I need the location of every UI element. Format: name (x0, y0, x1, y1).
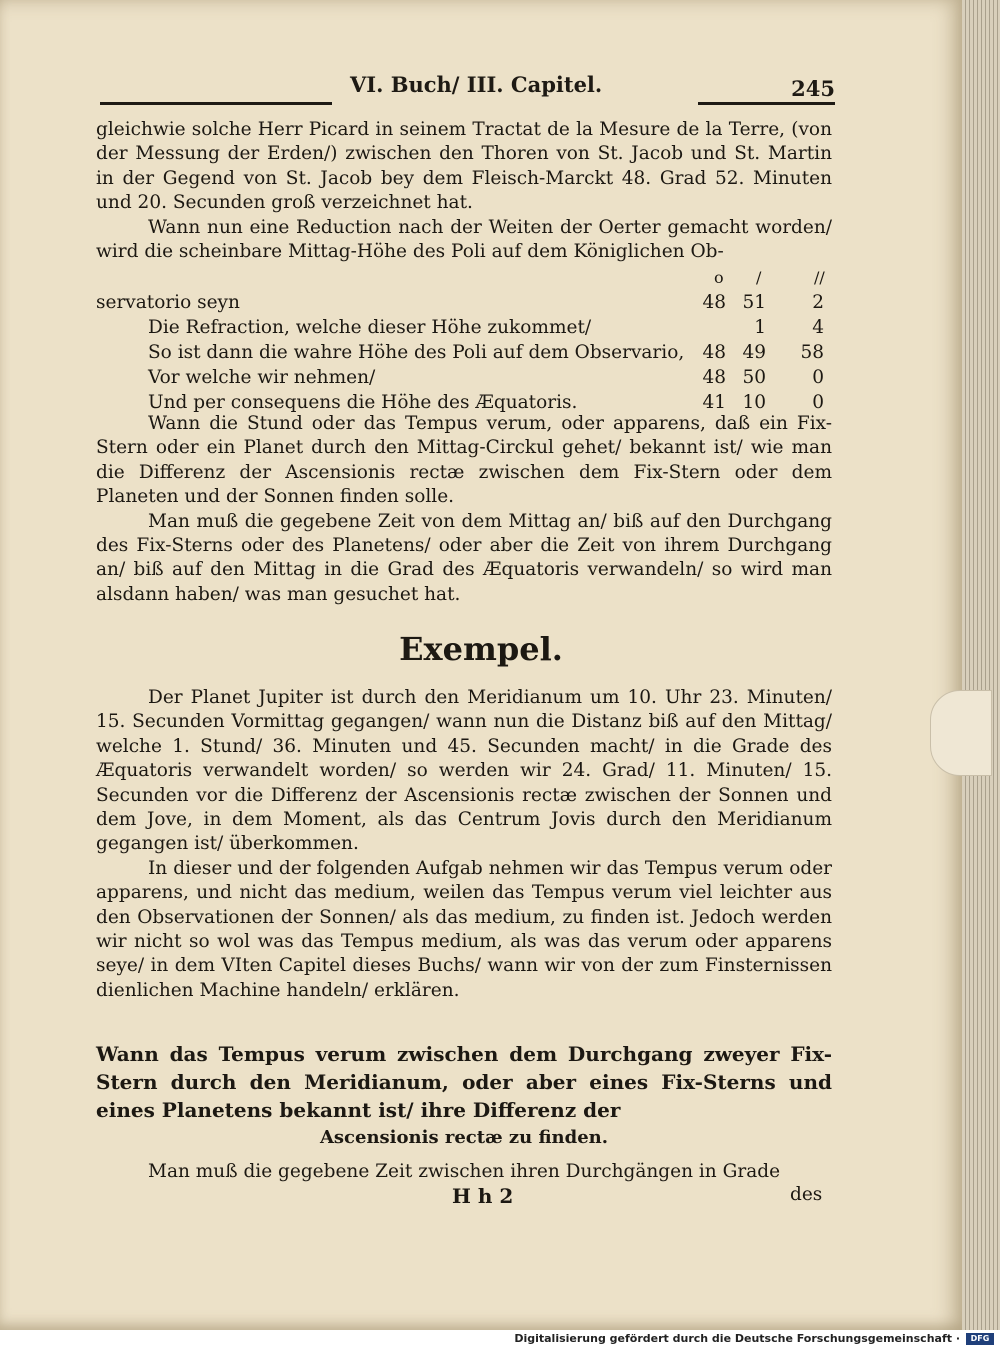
footer-credit: Digitalisierung gefördert durch die Deutsche Forschungsgemeinschaft · (514, 1332, 960, 1345)
paragraph: Wann die Stund oder das Tempus verum, oder apparens, daß ein Fix-Stern oder ein Planet durch den Mittag-Circkul gehet/ bekannt ist/ wie man die Differenz der Ascensionis rectæ zwischen dem Fix-Stern oder dem Planeten und der Sonnen finden solle. (96, 413, 832, 508)
problem-heading-line: Wann das Tempus verum zwischen dem Durchgang zweyer Fix-Stern durch den Meridianum, oder aber eines Fix-Sterns und eines Planetens bekannt ist/ ihre Differenz der (96, 1042, 832, 1122)
degrees-value: 48 (702, 342, 726, 363)
minutes-value: 10 (742, 392, 766, 413)
paragraph: Der Planet Jupiter ist durch den Meridianum um 10. Uhr 23. Minuten/ 15. Secunden Vormittag gegangen/ wann nun die Distanz biß auf den Mittag/ welche 1. Stund/ 36. Minuten und 45. Secunden macht/ in die Grade des Æquatoris verwandelt worden/ so werden wir 24. Grad/ 11. Minuten/ 15. Secunden vor die Differenz der Ascensionis rectæ zwischen der Sonnen und dem Jove, in dem Moment, als das Centrum Jovis durch den Meridianum gegangen ist/ überkommen. (96, 687, 832, 855)
header-rule-left (100, 102, 332, 105)
degrees-value: 41 (702, 392, 726, 413)
footer-bar (0, 1330, 1000, 1348)
minute-unit: / (756, 268, 762, 287)
row-label: So ist dann die wahre Höhe des Poli auf dem Observario, (148, 342, 685, 363)
minutes-value: 50 (742, 367, 766, 388)
paragraph: gleichwie solche Herr Picard in seinem Tractat de la Mesure de la Terre, (von der Messung der Erden/) zwischen den Thoren von St. Jacob und St. Martin in der Gegend von St. Jacob bey dem Fleisch-Marckt 48. Grad 52. Minuten und 20. Secunden groß verzeichnet hat. (96, 119, 832, 214)
running-head: VI. Buch/ III. Capitel. (350, 72, 603, 97)
page-tab-marker (930, 690, 992, 776)
unit-row (96, 268, 832, 290)
page-header (100, 70, 835, 104)
altitude-table (96, 268, 832, 415)
row-label: Und per consequens die Höhe des Æquatoris. (148, 392, 578, 413)
seconds-value: 0 (812, 392, 824, 413)
header-rule-right (698, 102, 835, 105)
text-block-bottom (96, 1160, 832, 1184)
catchword: des (790, 1184, 823, 1205)
text-block-top (96, 118, 832, 264)
minutes-value: 1 (754, 317, 766, 338)
minutes-value: 49 (742, 342, 766, 363)
table-row (96, 340, 832, 365)
seconds-value: 58 (800, 342, 824, 363)
degrees-value: 48 (702, 367, 726, 388)
seconds-value: 0 (812, 367, 824, 388)
table-row (96, 315, 832, 340)
text-block-middle (96, 412, 832, 607)
paragraph: Man muß die gegebene Zeit von dem Mittag an/ biß auf den Durchgang des Fix-Sterns oder des Planetens/ oder aber die Zeit von ihrem Durchgang an/ biß auf den Mittag in die Grad des Æquatoris verwandeln/ so wird man alsdann haben/ was man gesuchet hat. (96, 510, 832, 605)
degrees-value: 48 (702, 292, 726, 313)
signature-mark: H h 2 (452, 1184, 514, 1208)
minutes-value: 51 (742, 292, 766, 313)
row-label: Die Refraction, welche dieser Höhe zukommet/ (148, 317, 592, 338)
page-number: 245 (791, 76, 835, 101)
second-unit: // (814, 268, 825, 287)
problem-heading-last-line: Ascensionis rectæ zu finden. (319, 1127, 609, 1148)
row-label: Vor welche wir nehmen/ (148, 367, 376, 388)
paragraph: Wann nun eine Reduction nach der Weiten der Oerter gemacht worden/ wird die scheinbare Mittag-Höhe des Poli auf dem Königlichen Ob- (96, 216, 832, 263)
seconds-value: 4 (812, 317, 824, 338)
table-row (96, 365, 832, 390)
paragraph: In dieser und der folgenden Aufgab nehmen wir das Tempus verum oder apparens, und nicht das medium, weilen das Tempus verum viel leichter aus den Observationen der Sonnen/ als das medium, zu finden ist. Jedoch werden wir nicht so wol was das Tempus medium, als was das verum oder apparens seye/ in dem VIten Capitel dieses Buchs/ wann wir von der zum Finsternissen dienlichen Machine handeln/ erklären. (96, 857, 832, 1001)
table-row (96, 290, 832, 315)
paragraph: Man muß die gegebene Zeit zwischen ihren Durchgängen in Grade (148, 1161, 781, 1182)
seconds-value: 2 (812, 292, 824, 313)
problem-heading (96, 1040, 832, 1152)
row-label: servatorio seyn (96, 292, 240, 313)
degree-unit: o (714, 268, 724, 287)
text-block-example (96, 686, 832, 1003)
section-title: Exempel. (399, 630, 563, 668)
page-stack-edge (958, 0, 1000, 1330)
dfg-logo: DFG (966, 1333, 994, 1345)
